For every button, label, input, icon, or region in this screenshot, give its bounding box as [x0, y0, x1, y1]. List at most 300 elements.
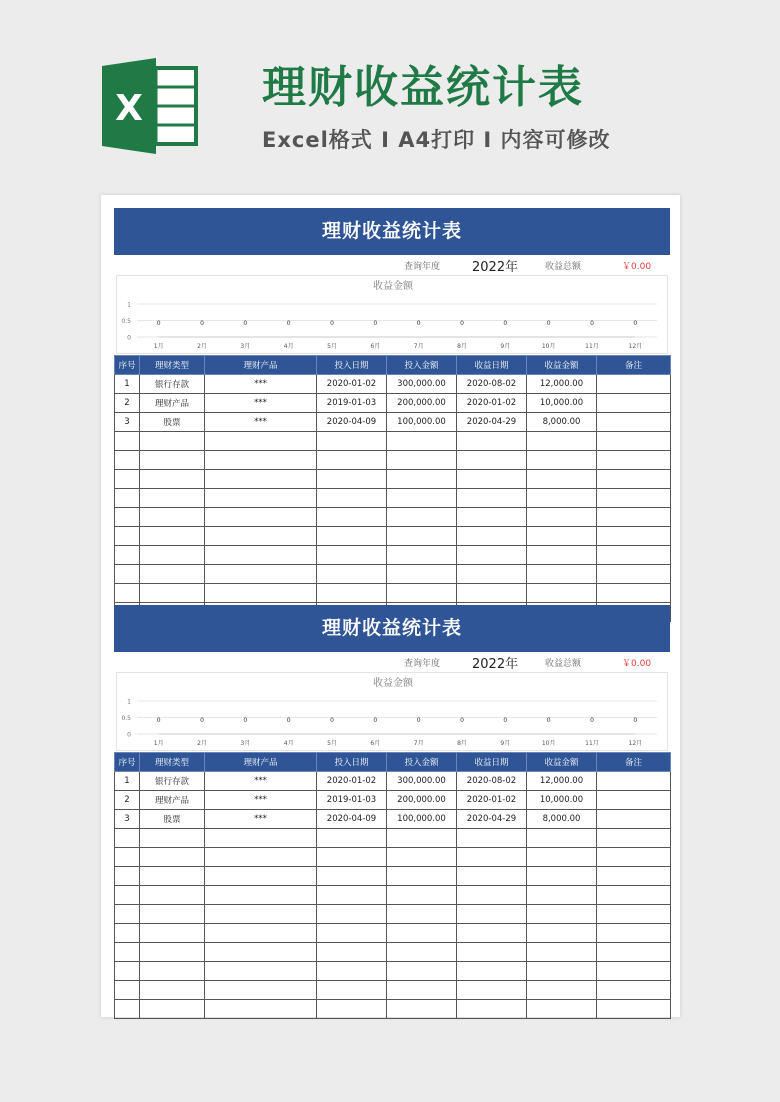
column-header-product: 理财产品 — [205, 356, 317, 375]
empty-cell[interactable] — [597, 943, 671, 962]
empty-cell[interactable] — [387, 905, 457, 924]
cell-invest-amount[interactable]: 200,000.00 — [387, 791, 457, 810]
empty-cell[interactable] — [317, 489, 387, 508]
empty-cell[interactable] — [140, 924, 205, 943]
cell-row-index[interactable]: 3 — [115, 810, 140, 829]
cell-income-date[interactable]: 2020-01-02 — [457, 394, 527, 413]
cell-product[interactable]: *** — [205, 375, 317, 394]
empty-cell[interactable] — [597, 508, 671, 527]
empty-cell[interactable] — [205, 848, 317, 867]
cell-type[interactable]: 理财产品 — [140, 394, 205, 413]
sheet-banner: 理财收益统计表 — [114, 605, 670, 652]
cell-row-index[interactable]: 1 — [115, 375, 140, 394]
sheet-section-2 — [114, 605, 670, 1019]
empty-cell[interactable] — [387, 829, 457, 848]
empty-cell[interactable] — [527, 924, 597, 943]
column-header-product: 理财产品 — [205, 753, 317, 772]
chart-x-tick-label: 12月 — [628, 740, 643, 747]
cell-income-amount[interactable]: 12,000.00 — [527, 772, 597, 791]
empty-cell[interactable] — [140, 451, 205, 470]
chart-y-tick-label: 1 — [127, 301, 131, 309]
empty-cell[interactable] — [140, 962, 205, 981]
chart-data-label: 0 — [546, 320, 551, 327]
cell-invest-amount[interactable]: 300,000.00 — [387, 375, 457, 394]
empty-cell[interactable] — [205, 565, 317, 584]
empty-cell[interactable] — [387, 470, 457, 489]
empty-cell[interactable] — [527, 867, 597, 886]
empty-cell[interactable] — [527, 508, 597, 527]
empty-cell[interactable] — [205, 470, 317, 489]
empty-cell[interactable] — [527, 905, 597, 924]
empty-cell[interactable] — [597, 848, 671, 867]
cell-type[interactable]: 理财产品 — [140, 791, 205, 810]
empty-cell[interactable] — [115, 527, 140, 546]
cell-product[interactable]: *** — [205, 394, 317, 413]
total-label: 收益总额 — [545, 262, 582, 272]
empty-cell[interactable] — [317, 565, 387, 584]
empty-cell[interactable] — [387, 848, 457, 867]
empty-cell[interactable] — [317, 905, 387, 924]
empty-cell[interactable] — [205, 489, 317, 508]
cell-income-amount[interactable]: 12,000.00 — [527, 375, 597, 394]
chart-data-label: 0 — [460, 717, 464, 724]
empty-cell[interactable] — [387, 1000, 457, 1019]
empty-cell[interactable] — [387, 527, 457, 546]
empty-cell[interactable] — [597, 962, 671, 981]
empty-cell[interactable] — [387, 886, 457, 905]
empty-cell[interactable] — [317, 943, 387, 962]
empty-cell[interactable] — [457, 565, 527, 584]
empty-cell[interactable] — [205, 924, 317, 943]
chart-data-label: 0 — [156, 320, 161, 327]
chart-data-label: 0 — [286, 717, 291, 724]
chart-data-label: 0 — [503, 320, 508, 327]
column-header-invest-amount: 投入金额 — [387, 753, 457, 772]
chart-y-tick-label: 0 — [127, 731, 131, 739]
empty-cell[interactable] — [115, 508, 140, 527]
empty-cell[interactable] — [140, 886, 205, 905]
cell-invest-amount[interactable]: 100,000.00 — [387, 810, 457, 829]
chart-x-tick-label: 6月 — [370, 343, 381, 350]
cell-invest-date[interactable]: 2019-01-03 — [317, 394, 387, 413]
empty-table-row — [115, 451, 671, 470]
cell-product[interactable]: *** — [205, 772, 317, 791]
table-row — [115, 772, 671, 791]
info-row — [114, 652, 670, 672]
empty-table-row — [115, 584, 671, 603]
empty-cell[interactable] — [140, 981, 205, 1000]
empty-cell[interactable] — [317, 432, 387, 451]
empty-cell[interactable] — [115, 451, 140, 470]
empty-cell[interactable] — [597, 1000, 671, 1019]
empty-cell[interactable] — [205, 829, 317, 848]
empty-cell[interactable] — [457, 943, 527, 962]
cell-invest-date[interactable]: 2020-04-09 — [317, 810, 387, 829]
chart-data-label: 0 — [373, 717, 378, 724]
empty-cell[interactable] — [457, 451, 527, 470]
empty-cell[interactable] — [140, 527, 205, 546]
empty-cell[interactable] — [205, 584, 317, 603]
cell-type[interactable]: 银行存款 — [140, 375, 205, 394]
empty-cell[interactable] — [115, 470, 140, 489]
cell-income-amount[interactable]: 8,000.00 — [527, 810, 597, 829]
empty-cell[interactable] — [115, 848, 140, 867]
cell-product[interactable]: *** — [205, 413, 317, 432]
cell-invest-date[interactable]: 2019-01-03 — [317, 791, 387, 810]
empty-cell[interactable] — [457, 886, 527, 905]
empty-cell[interactable] — [140, 546, 205, 565]
empty-table-row — [115, 962, 671, 981]
empty-cell[interactable] — [140, 432, 205, 451]
paper-sheet — [101, 195, 680, 1017]
empty-cell[interactable] — [527, 962, 597, 981]
empty-cell[interactable] — [115, 565, 140, 584]
sheet-section-1 — [114, 208, 670, 622]
empty-cell[interactable] — [115, 829, 140, 848]
income-chart-svg — [117, 673, 669, 750]
empty-cell[interactable] — [317, 829, 387, 848]
empty-cell[interactable] — [115, 943, 140, 962]
empty-cell[interactable] — [115, 432, 140, 451]
empty-cell[interactable] — [317, 546, 387, 565]
cell-income-amount[interactable]: 10,000.00 — [527, 791, 597, 810]
empty-cell[interactable] — [317, 962, 387, 981]
empty-cell[interactable] — [457, 527, 527, 546]
empty-cell[interactable] — [597, 432, 671, 451]
column-header-remark: 备注 — [597, 753, 671, 772]
cell-invest-date[interactable]: 2020-04-09 — [317, 413, 387, 432]
empty-table-row — [115, 470, 671, 489]
empty-cell[interactable] — [457, 981, 527, 1000]
empty-table-row — [115, 489, 671, 508]
empty-cell[interactable] — [527, 470, 597, 489]
empty-cell[interactable] — [527, 527, 597, 546]
chart-x-tick-label: 1月 — [153, 343, 164, 350]
empty-cell[interactable] — [115, 886, 140, 905]
chart-x-tick-label: 3月 — [240, 740, 251, 747]
empty-cell[interactable] — [140, 848, 205, 867]
cell-income-date[interactable]: 2020-01-02 — [457, 791, 527, 810]
empty-cell[interactable] — [387, 867, 457, 886]
empty-table-row — [115, 432, 671, 451]
cell-remark[interactable] — [597, 810, 671, 829]
column-header-invest-date: 投入日期 — [317, 356, 387, 375]
empty-cell[interactable] — [205, 508, 317, 527]
empty-cell[interactable] — [527, 432, 597, 451]
empty-cell[interactable] — [317, 886, 387, 905]
cell-invest-amount[interactable]: 100,000.00 — [387, 413, 457, 432]
empty-cell[interactable] — [527, 584, 597, 603]
empty-table-row — [115, 565, 671, 584]
empty-cell[interactable] — [457, 905, 527, 924]
empty-cell[interactable] — [597, 905, 671, 924]
empty-cell[interactable] — [457, 508, 527, 527]
empty-table-row — [115, 981, 671, 1000]
empty-cell[interactable] — [457, 1000, 527, 1019]
empty-cell[interactable] — [205, 962, 317, 981]
column-header-remark: 备注 — [597, 356, 671, 375]
cell-row-index[interactable]: 2 — [115, 791, 140, 810]
income-chart-svg — [117, 276, 669, 353]
chart-x-tick-label: 1月 — [153, 740, 164, 747]
cell-remark[interactable] — [597, 375, 671, 394]
chart-data-label: 0 — [373, 320, 378, 327]
column-header-income-date: 收益日期 — [457, 753, 527, 772]
empty-cell[interactable] — [387, 962, 457, 981]
empty-cell[interactable] — [115, 867, 140, 886]
empty-cell[interactable] — [140, 470, 205, 489]
cell-invest-date[interactable]: 2020-01-02 — [317, 772, 387, 791]
chart-x-tick-label: 9月 — [500, 343, 511, 350]
chart-x-tick-label: 2月 — [197, 343, 207, 350]
empty-cell[interactable] — [205, 432, 317, 451]
empty-cell[interactable] — [457, 489, 527, 508]
empty-cell[interactable] — [205, 1000, 317, 1019]
chart-data-label: 0 — [460, 320, 464, 327]
cell-invest-amount[interactable]: 200,000.00 — [387, 394, 457, 413]
empty-table-row — [115, 527, 671, 546]
empty-cell[interactable] — [387, 584, 457, 603]
empty-cell[interactable] — [115, 981, 140, 1000]
chart-x-tick-label: 12月 — [628, 343, 643, 350]
empty-cell[interactable] — [597, 584, 671, 603]
chart-x-tick-label: 8月 — [457, 343, 467, 350]
empty-cell[interactable] — [205, 546, 317, 565]
chart-x-tick-label: 2月 — [197, 740, 207, 747]
empty-cell[interactable] — [597, 924, 671, 943]
empty-cell[interactable] — [597, 565, 671, 584]
empty-cell[interactable] — [115, 546, 140, 565]
empty-cell[interactable] — [317, 584, 387, 603]
empty-cell[interactable] — [115, 489, 140, 508]
column-header-invest-amount: 投入金额 — [387, 356, 457, 375]
chart-title: 收益金额 — [373, 678, 413, 689]
empty-cell[interactable] — [140, 905, 205, 924]
empty-table-row — [115, 886, 671, 905]
empty-cell[interactable] — [140, 565, 205, 584]
empty-cell[interactable] — [527, 886, 597, 905]
chart-x-tick-label: 7月 — [413, 740, 424, 747]
table-row — [115, 810, 671, 829]
chart-data-label: 0 — [503, 717, 508, 724]
query-year-value[interactable]: 2022年 — [472, 260, 519, 275]
cell-remark[interactable] — [597, 772, 671, 791]
empty-cell[interactable] — [115, 1000, 140, 1019]
cell-remark[interactable] — [597, 413, 671, 432]
empty-cell[interactable] — [387, 943, 457, 962]
empty-cell[interactable] — [597, 981, 671, 1000]
empty-cell[interactable] — [527, 565, 597, 584]
empty-cell[interactable] — [317, 924, 387, 943]
empty-cell[interactable] — [527, 546, 597, 565]
empty-table-row — [115, 829, 671, 848]
empty-cell[interactable] — [387, 924, 457, 943]
total-value: ￥0.00 — [622, 659, 652, 669]
empty-cell[interactable] — [205, 527, 317, 546]
chart-data-label: 0 — [156, 717, 161, 724]
cell-remark[interactable] — [597, 394, 671, 413]
empty-cell[interactable] — [205, 886, 317, 905]
empty-cell[interactable] — [527, 1000, 597, 1019]
sheet-banner: 理财收益统计表 — [114, 208, 670, 255]
empty-cell[interactable] — [387, 546, 457, 565]
empty-cell[interactable] — [317, 848, 387, 867]
cell-product[interactable]: *** — [205, 791, 317, 810]
chart-x-tick-label: 4月 — [283, 343, 294, 350]
empty-cell[interactable] — [140, 584, 205, 603]
page-title: 理财收益统计表 — [262, 62, 584, 113]
income-table — [114, 752, 671, 1019]
empty-cell[interactable] — [387, 565, 457, 584]
empty-cell[interactable] — [457, 584, 527, 603]
empty-table-row — [115, 508, 671, 527]
cell-income-date[interactable]: 2020-04-29 — [457, 413, 527, 432]
empty-cell[interactable] — [597, 546, 671, 565]
chart-data-label: 0 — [200, 717, 204, 724]
empty-cell[interactable] — [205, 867, 317, 886]
empty-cell[interactable] — [317, 1000, 387, 1019]
income-chart — [116, 672, 668, 751]
empty-cell[interactable] — [115, 924, 140, 943]
chart-y-tick-label: 0 — [127, 334, 131, 342]
chart-data-label: 0 — [200, 320, 204, 327]
empty-table-row — [115, 905, 671, 924]
income-chart — [116, 275, 668, 354]
empty-cell[interactable] — [317, 451, 387, 470]
chart-x-tick-label: 7月 — [413, 343, 424, 350]
empty-cell[interactable] — [527, 848, 597, 867]
empty-cell[interactable] — [457, 829, 527, 848]
chart-x-tick-label: 8月 — [457, 740, 467, 747]
empty-cell[interactable] — [597, 867, 671, 886]
empty-table-row — [115, 924, 671, 943]
table-row — [115, 791, 671, 810]
empty-cell[interactable] — [205, 451, 317, 470]
empty-cell[interactable] — [597, 489, 671, 508]
query-year-value[interactable]: 2022年 — [472, 657, 519, 672]
empty-cell[interactable] — [205, 905, 317, 924]
table-row — [115, 375, 671, 394]
cell-type[interactable]: 股票 — [140, 413, 205, 432]
empty-cell[interactable] — [387, 981, 457, 1000]
empty-cell[interactable] — [115, 584, 140, 603]
empty-cell[interactable] — [457, 962, 527, 981]
chart-data-label: 0 — [590, 320, 594, 327]
cell-type[interactable]: 股票 — [140, 810, 205, 829]
empty-cell[interactable] — [317, 867, 387, 886]
chart-data-label: 0 — [633, 717, 638, 724]
empty-cell[interactable] — [205, 943, 317, 962]
chart-x-tick-label: 3月 — [240, 343, 251, 350]
cell-row-index[interactable]: 3 — [115, 413, 140, 432]
cell-type[interactable]: 银行存款 — [140, 772, 205, 791]
query-year-label: 查询年度 — [404, 659, 441, 669]
cell-income-amount[interactable]: 8,000.00 — [527, 413, 597, 432]
cell-product[interactable]: *** — [205, 810, 317, 829]
empty-cell[interactable] — [527, 451, 597, 470]
empty-cell[interactable] — [457, 432, 527, 451]
empty-cell[interactable] — [597, 470, 671, 489]
column-header-type: 理财类型 — [140, 753, 205, 772]
empty-cell[interactable] — [597, 829, 671, 848]
column-header-income-amount: 收益金额 — [527, 753, 597, 772]
empty-cell[interactable] — [597, 886, 671, 905]
chart-x-tick-label: 10月 — [541, 343, 556, 350]
empty-cell[interactable] — [140, 1000, 205, 1019]
empty-cell[interactable] — [317, 470, 387, 489]
cell-invest-amount[interactable]: 300,000.00 — [387, 772, 457, 791]
cell-row-index[interactable]: 1 — [115, 772, 140, 791]
empty-table-row — [115, 867, 671, 886]
empty-cell[interactable] — [115, 905, 140, 924]
chart-x-tick-label: 10月 — [541, 740, 556, 747]
empty-cell[interactable] — [457, 848, 527, 867]
empty-cell[interactable] — [597, 451, 671, 470]
column-header-row-index: 序号 — [115, 356, 140, 375]
cell-remark[interactable] — [597, 791, 671, 810]
header — [0, 0, 780, 190]
empty-cell[interactable] — [387, 489, 457, 508]
empty-cell[interactable] — [140, 508, 205, 527]
chart-data-label: 0 — [416, 320, 421, 327]
empty-cell[interactable] — [387, 508, 457, 527]
cell-row-index[interactable]: 2 — [115, 394, 140, 413]
empty-cell[interactable] — [457, 924, 527, 943]
chart-y-tick-label: 0.5 — [121, 715, 131, 722]
empty-cell[interactable] — [140, 867, 205, 886]
cell-income-date[interactable]: 2020-08-02 — [457, 772, 527, 791]
empty-table-row — [115, 943, 671, 962]
empty-cell[interactable] — [317, 981, 387, 1000]
cell-invest-date[interactable]: 2020-01-02 — [317, 375, 387, 394]
cell-income-date[interactable]: 2020-08-02 — [457, 375, 527, 394]
empty-cell[interactable] — [140, 943, 205, 962]
empty-cell[interactable] — [317, 508, 387, 527]
empty-cell[interactable] — [457, 867, 527, 886]
empty-cell[interactable] — [527, 943, 597, 962]
empty-cell[interactable] — [457, 546, 527, 565]
empty-cell[interactable] — [527, 981, 597, 1000]
chart-x-tick-label: 4月 — [283, 740, 294, 747]
cell-income-amount[interactable]: 10,000.00 — [527, 394, 597, 413]
empty-cell[interactable] — [387, 451, 457, 470]
chart-data-label: 0 — [330, 320, 334, 327]
empty-table-row — [115, 1000, 671, 1019]
empty-cell[interactable] — [457, 470, 527, 489]
income-table — [114, 355, 671, 622]
empty-cell[interactable] — [115, 962, 140, 981]
empty-cell[interactable] — [317, 527, 387, 546]
cell-income-date[interactable]: 2020-04-29 — [457, 810, 527, 829]
empty-cell[interactable] — [597, 527, 671, 546]
query-year-label: 查询年度 — [404, 262, 441, 272]
chart-x-tick-label: 5月 — [327, 343, 337, 350]
chart-y-tick-label: 1 — [127, 698, 131, 706]
empty-cell[interactable] — [527, 489, 597, 508]
empty-cell[interactable] — [140, 489, 205, 508]
chart-data-label: 0 — [243, 320, 248, 327]
empty-cell[interactable] — [205, 981, 317, 1000]
empty-cell[interactable] — [527, 829, 597, 848]
chart-x-tick-label: 11月 — [585, 740, 599, 747]
chart-data-label: 0 — [546, 717, 551, 724]
chart-y-tick-label: 0.5 — [121, 318, 131, 325]
chart-x-tick-label: 9月 — [500, 740, 511, 747]
chart-data-label: 0 — [633, 320, 638, 327]
empty-cell[interactable] — [140, 829, 205, 848]
empty-cell[interactable] — [387, 432, 457, 451]
column-header-invest-date: 投入日期 — [317, 753, 387, 772]
